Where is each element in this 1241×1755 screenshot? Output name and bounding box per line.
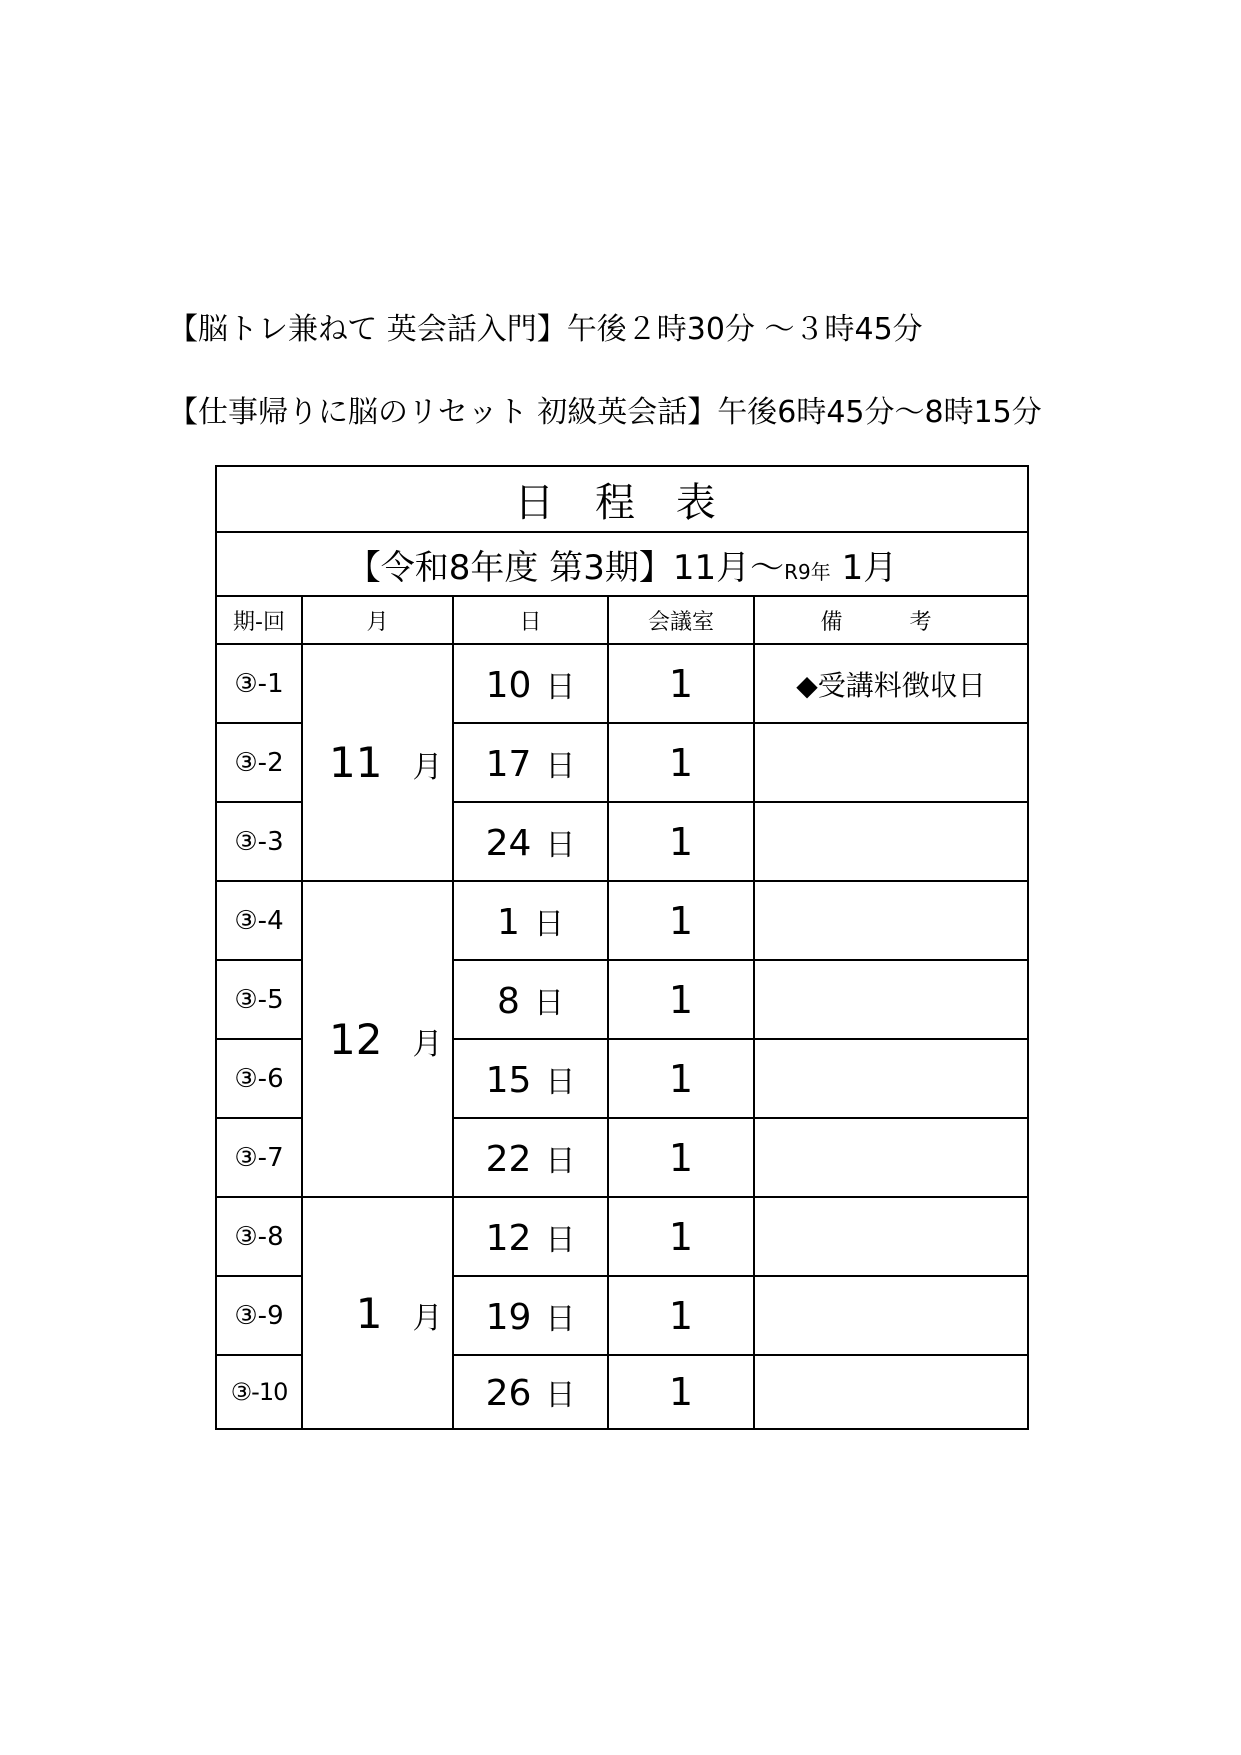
day-number: 1: [497, 901, 520, 943]
day-number: 8: [497, 980, 520, 1022]
course-title-beginner: 【仕事帰りに脳のリセット 初級英会話】午後6時45分～8時15分: [168, 395, 1042, 430]
day-unit: 日: [533, 985, 564, 1021]
header-room: 会議室: [608, 596, 754, 644]
day-unit: 日: [533, 906, 564, 942]
note-cell: [754, 723, 1028, 802]
note-cell: [754, 1039, 1028, 1118]
note-cell: [754, 802, 1028, 881]
day-cell: [453, 1276, 608, 1355]
header-month: 月: [302, 596, 453, 644]
schedule-title: 日 程 表: [216, 466, 1028, 532]
header-note: 備 考: [754, 596, 1028, 644]
header-session: 期-回: [216, 596, 302, 644]
term-year-small: R9年: [784, 559, 831, 584]
day-cell: [453, 723, 608, 802]
day-number: 10: [485, 664, 532, 706]
table-row: [216, 881, 1028, 960]
session-cell: ③-5: [216, 960, 302, 1039]
day-number: 24: [485, 822, 532, 864]
day-cell: [453, 881, 608, 960]
day-unit: 日: [545, 1064, 576, 1100]
month-cell: [302, 881, 453, 1197]
room-cell: 1: [608, 1276, 754, 1355]
header-row: [216, 596, 1028, 644]
note-cell: [754, 960, 1028, 1039]
room-cell: 1: [608, 1197, 754, 1276]
course-title-intro: 【脳トレ兼ねて 英会話入門】午後２時30分 ～３時45分: [168, 312, 923, 347]
session-cell: ③-10: [216, 1355, 302, 1429]
month-cell: [302, 1197, 453, 1429]
note-cell: [754, 1197, 1028, 1276]
header-day: 日: [453, 596, 608, 644]
term-main: 【令和8年度 第3期】11月～: [346, 547, 785, 588]
day-unit: 日: [545, 748, 576, 784]
month-number: 11: [329, 738, 383, 787]
day-unit: 日: [545, 827, 576, 863]
note-cell: [754, 1276, 1028, 1355]
room-cell: 1: [608, 881, 754, 960]
day-number: 19: [485, 1296, 532, 1338]
day-number: 26: [485, 1373, 532, 1414]
day-number: 12: [485, 1217, 532, 1259]
day-cell: [453, 1039, 608, 1118]
day-cell: [453, 1355, 608, 1429]
schedule-table: [215, 465, 1029, 1430]
day-cell: [453, 802, 608, 881]
day-unit: 日: [545, 669, 576, 705]
term-end: 1月: [830, 547, 898, 588]
room-cell: 1: [608, 1118, 754, 1197]
day-unit: 日: [545, 1301, 576, 1337]
session-cell: ③-7: [216, 1118, 302, 1197]
day-cell: [453, 1118, 608, 1197]
session-cell: ③-3: [216, 802, 302, 881]
month-unit: 月: [412, 1300, 443, 1336]
term-period: [216, 532, 1028, 596]
month-number: 1: [355, 1288, 383, 1338]
note-cell: [754, 1118, 1028, 1197]
room-cell: 1: [608, 960, 754, 1039]
day-number: 15: [485, 1059, 532, 1101]
table-row: [216, 644, 1028, 723]
room-cell: 1: [608, 644, 754, 723]
room-cell: 1: [608, 1039, 754, 1118]
table-row: [216, 1197, 1028, 1276]
day-unit: 日: [545, 1143, 576, 1179]
month-cell: [302, 644, 453, 881]
day-number: 17: [485, 743, 532, 785]
note-cell: ◆受講料徴収日: [754, 644, 1028, 723]
session-cell: ③-8: [216, 1197, 302, 1276]
room-cell: 1: [608, 723, 754, 802]
session-cell: ③-4: [216, 881, 302, 960]
day-unit: 日: [545, 1222, 576, 1258]
room-cell: 1: [608, 802, 754, 881]
room-cell: 1: [608, 1355, 754, 1429]
note-cell: [754, 881, 1028, 960]
session-cell: ③-1: [216, 644, 302, 723]
session-cell: ③-2: [216, 723, 302, 802]
day-cell: [453, 644, 608, 723]
day-unit: 日: [545, 1378, 576, 1413]
session-cell: ③-6: [216, 1039, 302, 1118]
month-unit: 月: [412, 750, 443, 785]
day-number: 22: [485, 1138, 532, 1180]
month-unit: 月: [412, 1026, 443, 1062]
session-cell: ③-9: [216, 1276, 302, 1355]
note-cell: [754, 1355, 1028, 1429]
day-cell: [453, 1197, 608, 1276]
month-number: 12: [329, 1014, 383, 1064]
day-cell: [453, 960, 608, 1039]
